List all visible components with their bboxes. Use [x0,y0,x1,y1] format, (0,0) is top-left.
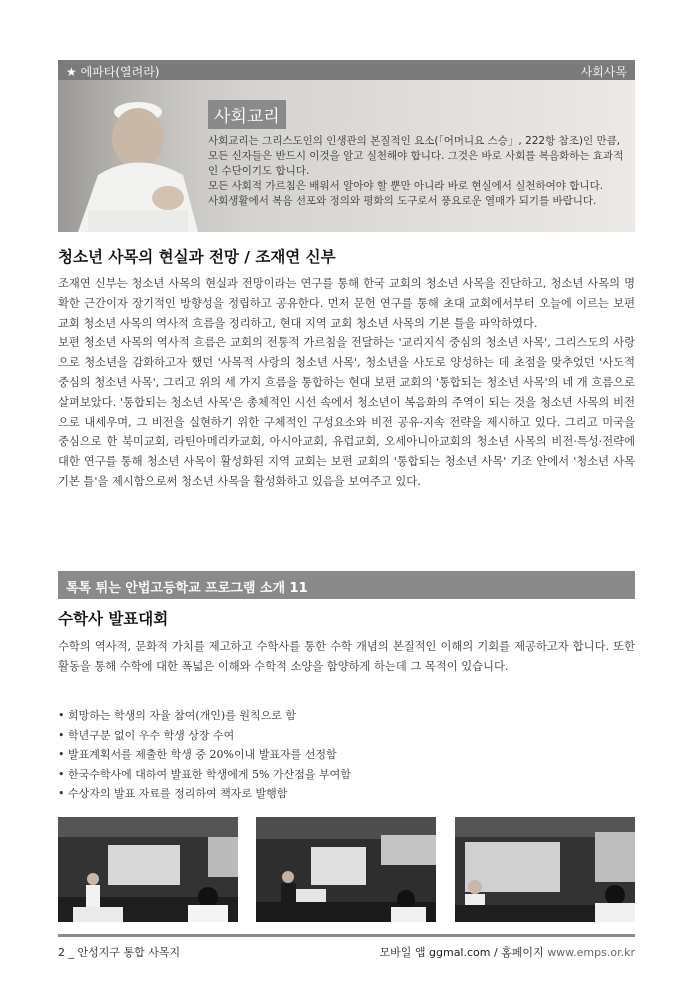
program-title: 수학사 발표대회 [58,610,169,628]
hero-paragraph: 사회생활에서 복음 선포와 정의와 평화의 도구로서 풍요로운 열매가 되기를 바랍니다. [208,195,597,207]
event-photo [256,817,436,922]
homepage-link[interactable]: www.emps.or.kr [547,946,635,959]
hero-paragraph: 사회교리는 그리스도인의 인생관의 본질적인 요소(「어머니요 스승」, 222항 참조)인 만큼, 모든 신자들은 반드시 이것을 알고 실천해야 합니다. 그것은 바로 사회를 복음화하는 효과적인 수단이기도 합니다. [208,135,624,177]
event-photo-strip [58,817,635,922]
article-paragraph: 보편 청소년 사목의 역사적 흐름은 교회의 전통적 가르침을 전달하는 '교리지식 중심의 청소년 사목', 그리스도의 사랑으로 청소년을 감화하고자 했던 '사목적 사랑의 청소년 사목', 청소년을 사도로 양성하는 데 초점을 맞추었던 '사도적 중심의 청소년 사목', 그리고 위의 세 가지 흐름을 통합하는 현대 보편 교회의 '통합되는 청소년 사목'의 네 개 흐름으로 살펴보았다. '통합되는 청소년 사목'은 총체적인 시선 속에서 청소년이 복음화의 주역이 되는 것을 청소년 사목의 비전으로 내세우며, 그 비전을 실현하기 위한 구체적인 구성요소와 비전 공유·지속 전략을 제시하고 있다. 그리고 미국을 중심으로 한 북미교회, 라틴아메리카교회, 아시아교회, 유럽교회, 오세아니아교회의 청소년 사목의 비전·특성·전략에 대한 연구를 통해 청소년 사목이 활성화된 지역 교회는 보편 교회의 '통합되는 청소년 사목' 기조 안에서 '청소년 사목 기본 틀'을 제시함으로써 청소년 사목을 활성화하고 있음을 보여주고 있다. [58,336,635,488]
section-label: 사회사목 [580,65,627,79]
list-item: • 희망하는 학생의 자율 참여(개인)를 원칙으로 함 [58,706,635,726]
column-header-bar [58,60,635,80]
program-intro: 수학의 역사적, 문화적 가치를 제고하고 수학사를 통한 수학 개념의 본질적인 이해의 기회를 제공하고자 합니다. 또한 활동을 통해 수학에 대한 폭넓은 이해와 수학적 소양을 함양하게 하는데 그 목적이 있습니다. [58,640,635,673]
hero-title: 사회교리 [208,100,286,129]
list-item: • 한국수학사에 대하여 발표한 학생에게 5% 가산점을 부여함 [58,765,635,785]
list-item: • 학년구분 없이 우수 학생 상장 수여 [58,726,635,746]
hero-paragraph: 모든 사회적 가르침은 배워서 알아야 할 뿐만 아니라 바로 현실에서 실천하여야 합니다. [208,180,604,192]
event-photo [455,817,635,922]
footer-contact [380,944,635,960]
program-section-title: 톡톡 튀는 안법고등학교 프로그램 소개 11 [66,581,308,596]
hero-text [208,134,628,209]
article-title: 청소년 사목의 현실과 전망 / 조재연 신부 [58,248,336,266]
event-photo [58,817,238,922]
list-item: • 수상자의 발표 자료를 정리하여 책자로 발행함 [58,784,635,804]
social-doctrine-box [58,80,635,232]
article-paragraph: 조재연 신부는 청소년 사목의 현실과 전망이라는 연구를 통해 한국 교회의 청소년 사목을 진단하고, 청소년 사목의 명확한 근간이자 장기적인 방향성을 정립하고 공유한다. 먼저 문헌 연구를 통해 초대 교회에서부터 오늘에 이르는 보편 교회 청소년 사목의 역사적 흐름을 정리하고, 현대 지역 교회 청소년 사목의 기본 틀을 파악하였다. [58,277,635,330]
column-label: ★ 에파타(열려라) [66,65,160,79]
list-item: • 발표계획서를 제출한 학생 중 20%이내 발표자를 선정함 [58,745,635,765]
article-body [58,274,635,492]
footer-contact-prefix: 모바일 앱 ggmal.com / 홈페이지 [379,946,544,959]
program-bullet-list [58,706,635,804]
pope-praying-photo [58,80,233,232]
footer-page-label: 2 _ 안성지구 통합 사목지 [58,946,181,959]
program-section-bar [58,571,635,599]
footer-divider [58,934,635,937]
